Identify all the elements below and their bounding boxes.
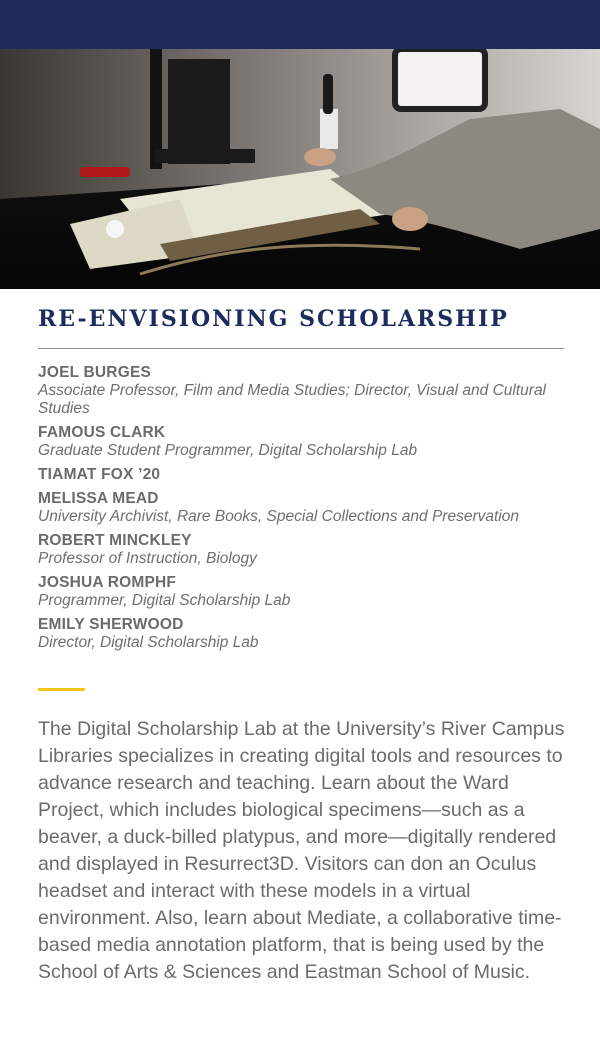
person-role: Graduate Student Programmer, Digital Scholarship Lab — [38, 442, 418, 459]
section-title: RE-ENVISIONING SCHOLARSHIP — [38, 306, 509, 332]
person-role: Associate Professor, Film and Media Studies; Director, Visual and Cultural Studies — [38, 382, 547, 417]
person-name: EMILY SHERWOOD — [38, 616, 184, 633]
person-item — [38, 616, 564, 652]
hero-photo — [0, 49, 600, 289]
person-name: ROBERT MINCKLEY — [38, 532, 192, 549]
person-name: JOSHUA ROMPHF — [38, 574, 177, 591]
person-name: FAMOUS CLARK — [38, 424, 166, 441]
header-bar — [0, 0, 600, 49]
person-item — [38, 364, 564, 418]
person-role: Director, Digital Scholarship Lab — [38, 634, 259, 651]
person-item — [38, 574, 564, 610]
photo-illustration — [0, 49, 600, 289]
accent-rule — [38, 688, 85, 691]
person-item — [38, 532, 564, 568]
description-paragraph: The Digital Scholarship Lab at the University’s River Campus Libraries specializes in creating digital tools and resources to advance research and teaching. Learn about the Ward Project, which includes biological specimens—such as a beaver, a duck-billed platypus, and more—digitally rendered and displayed in Resurrect3D. Visitors can don an Oculus headset and interact with these models in a virtual environment. Also, learn about Mediate, a collaborative time-based media annotation platform, that is being used by the School of Arts & Sciences and Eastman School of Music. — [38, 718, 565, 983]
person-name: MELISSA MEAD — [38, 490, 159, 507]
person-role: Programmer, Digital Scholarship Lab — [38, 592, 291, 609]
person-name: JOEL BURGES — [38, 364, 152, 381]
person-item — [38, 466, 564, 484]
person-item — [38, 424, 564, 460]
person-item — [38, 490, 564, 526]
person-name: TIAMAT FOX ’20 — [38, 466, 161, 483]
person-role: University Archivist, Rare Books, Special Collections and Preservation — [38, 508, 519, 525]
people-list — [38, 364, 564, 658]
person-role: Professor of Instruction, Biology — [38, 550, 257, 567]
title-divider — [38, 348, 564, 349]
